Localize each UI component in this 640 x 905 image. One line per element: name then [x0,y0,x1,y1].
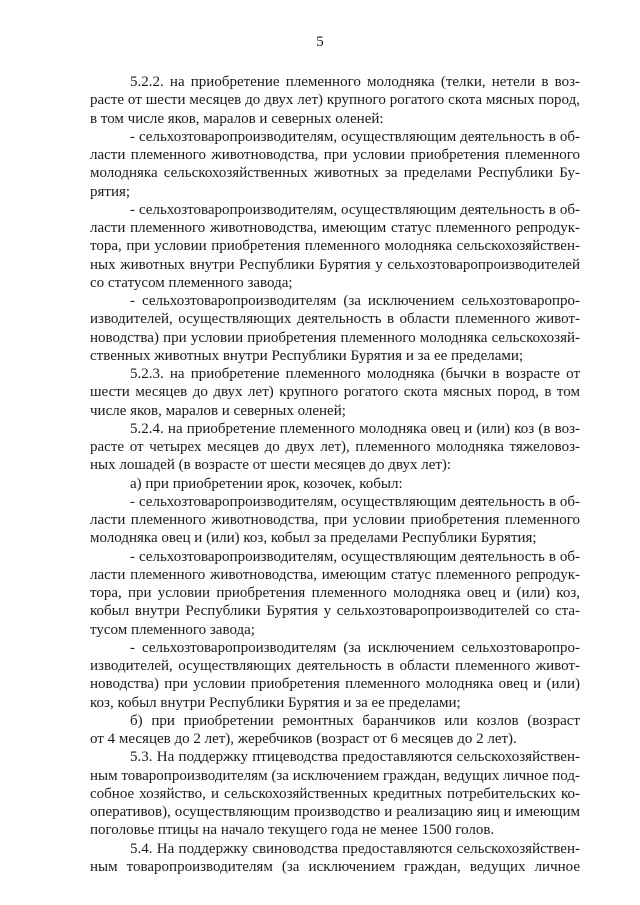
text-line: кобыл внутри Республики Бурятия у сельхозтоваропроизводителей со ста- [90,603,580,620]
text-line: изводителей, осуществляющих деятельность в области племенного живот- [90,311,580,328]
text-line: ным товаропроизводителям (за исключением граждан, ведущих личное [90,858,580,875]
paragraph [90,475,580,493]
paragraph [90,712,580,749]
text-line: - сельхозтоваропроизводителям, осуществляющим деятельность в об- [130,128,580,145]
paragraph [90,840,580,877]
text-line: 5.2.2. на приобретение племенного молодняка (телки, нетели в воз- [130,74,580,90]
text-line: ласти племенного животноводства, имеющим статус племенного репродук- [90,220,580,236]
text-line: ным товаропроизводителям (за исключением граждан, ведущих личное под- [90,767,580,784]
text-line: молодняка сельскохозяйственных животных за пределами Республики Бу- [90,165,580,182]
paragraph [90,748,580,839]
paragraph [90,639,580,712]
paragraph [90,73,580,128]
text-line: в том числе яков, маралов и северных оленей: [90,110,384,127]
paragraph [90,201,580,292]
text-line: поголовье птицы на начало текущего года не менее 1500 голов. [90,822,495,839]
text-line: - сельхозтоваропроизводителям (за исключением сельхозтоваропро- [130,293,580,309]
text-line: - сельхозтоваропроизводителям, осуществляющим деятельность в об- [130,201,580,218]
text-line: ласти племенного животноводства, при условии приобретения племенного [90,147,580,163]
text-line: 5.3. На поддержку птицеводства предоставляются сельскохозяйствен- [130,749,580,766]
text-line: коз, кобыл внутри Республики Бурятия и за ее пределами; [90,694,461,711]
text-line: тора, при условии приобретения племенного молодняка сельскохозяйствен- [90,238,580,255]
paragraph [90,548,580,639]
text-line: шести месяцев до двух лет) крупного рогатого скота мясных пород, в том [90,384,580,401]
text-line: тора, при условии приобретения племенного молодняка овец и (или) коз, [90,585,580,601]
text-line: ных животных внутри Республики Бурятия у сельхозтоваропроизводителей [90,256,580,273]
text-line: б) при приобретении ремонтных баранчиков или козлов (возраст [130,712,580,729]
text-line: оперативов), осуществляющим производство и реализацию яиц и имеющим [90,804,580,820]
text-line: а) при приобретении ярок, козочек, кобыл: [130,475,403,492]
text-line: тусом племенного завода; [90,621,255,638]
text-line: - сельхозтоваропроизводителям, осуществляющим деятельность в об- [130,493,580,510]
document-body [90,73,580,876]
text-line: - сельхозтоваропроизводителям (за исключением сельхозтоваропро- [130,639,580,656]
text-line: со статусом племенного завода; [90,274,293,291]
paragraph [90,420,580,475]
text-line: ласти племенного животноводства, при условии приобретения племенного [90,512,580,528]
text-line: - сельхозтоваропроизводителям, осуществляющим деятельность в об- [130,548,580,565]
text-line: расте от четырех месяцев до двух лет), племенного молодняка тяжеловоз- [90,439,580,455]
paragraph [90,292,580,365]
paragraph [90,493,580,548]
text-line: молодняка овец и (или) коз, кобыл за пределами Республики Бурятия; [90,530,537,547]
text-line: изводителей, осуществляющих деятельность в области племенного живот- [90,658,580,674]
text-line: новодства) при условии приобретения племенного молодняка овец и (или) [90,676,580,693]
text-line: ных лошадей (в возрасте от шести месяцев до двух лет): [90,457,452,474]
page-number: 5 [316,34,324,50]
text-line: ласти племенного животноводства, имеющим статус племенного репродук- [90,566,580,583]
text-line: собное хозяйство, и сельскохозяйственных кредитных потребительских ко- [90,785,580,802]
paragraph [90,365,580,420]
text-line: рятия; [90,183,131,200]
paragraph [90,128,580,201]
text-line: 5.2.3. на приобретение племенного молодняка (бычки в возрасте от [130,366,580,382]
text-line: ственных животных внутри Республики Бурятия и за ее пределами; [90,347,524,364]
text-line: 5.2.4. на приобретение племенного молодняка овец и (или) коз (в воз- [130,420,580,437]
text-line: новодства) при условии приобретения племенного молодняка сельскохозяй- [90,329,580,346]
text-line: 5.4. На поддержку свиноводства предоставляются сельскохозяйствен- [130,840,580,857]
text-line: числе яков, маралов и северных оленей; [90,402,346,419]
text-line: от 4 месяцев до 2 лет), жеребчиков (возраст от 6 месяцев до 2 лет). [90,731,517,747]
text-line: расте от шести месяцев до двух лет) крупного рогатого скота мясных пород, [90,92,580,109]
